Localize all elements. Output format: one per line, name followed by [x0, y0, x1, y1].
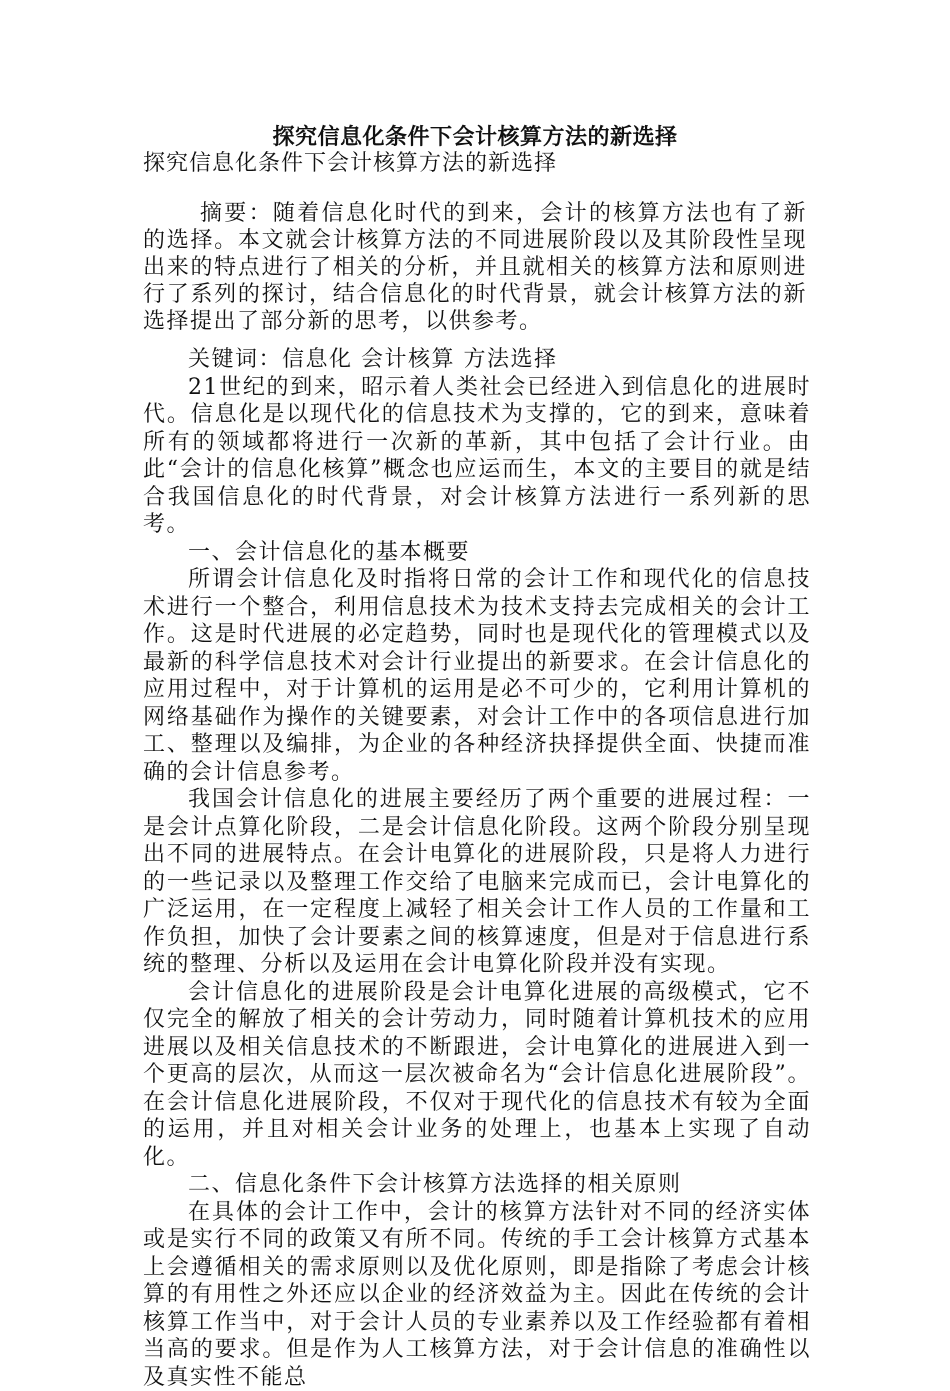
paragraph-principles: 在具体的会计工作中，会计的核算方法针对不同的经济实体或是实行不同的政策又有所不同。传统的手工会计核算方式基本上会遵循相关的需求原则以及优化原则，即是指除了考虑会计核算的有用性之外还应以企业的经济效益为主。因此在传统的会计核算工作当中，对于会计人员的专业素养以及工作经验都有着相当高的要求。但是作为人工核算方法，对于会计信息的准确性以及真实性不能总: [143, 1199, 811, 1391]
abstract-paragraph: 摘要：随着信息化时代的到来，会计的核算方法也有了新的选择。本文就会计核算方法的不同进展阶段以及其阶段性呈现出来的特点进行了相关的分析，并且就相关的核算方法和原则进行了系列的探讨，结合信息化的时代背景，就会计核算方法的新选择提出了部分新的思考，以供参考。: [143, 200, 807, 335]
document-title: 探究信息化条件下会计核算方法的新选择: [0, 123, 950, 153]
keywords-line: 关键词：信息化 会计核算 方法选择: [143, 346, 811, 374]
body-text: [143, 346, 811, 1391]
paragraph-definition: 所谓会计信息化及时指将日常的会计工作和现代化的信息技术进行一个整合，利用信息技术为技术支持去完成相关的会计工作。这是时代进展的必定趋势，同时也是现代化的管理模式以及最新的科学信息技术对会计行业提出的新要求。在会计信息化的应用过程中，对于计算机的运用是必不可少的，它利用计算机的网络基础作为操作的关键要素，对会计工作中的各项信息进行加工、整理以及编排，为企业的各种经济抉择提供全面、快捷而准确的会计信息参考。: [143, 566, 811, 786]
document-subtitle: 探究信息化条件下会计核算方法的新选择: [143, 150, 557, 178]
paragraph-informatization-stage: 会计信息化的进展阶段是会计电算化进展的高级模式，它不仅完全的解放了相关的会计劳动力，同时随着计算机技术的应用进展以及相关信息技术的不断跟进，会计电算化的进展进入到一个更高的层次，从而这一层次被命名为“会计信息化进展阶段”。在会计信息化进展阶段，不仅对于现代化的信息技术有较为全面的运用，并且对相关会计业务的处理上，也基本上实现了自动化。: [143, 979, 811, 1172]
paragraph-intro: 21世纪的到来，昭示着人类社会已经进入到信息化的进展时代。信息化是以现代化的信息技术为支撑的，它的到来，意味着所有的领域都将进行一次新的革新，其中包括了会计行业。由此“会计的信息化核算”概念也应运而生，本文的主要目的就是结合我国信息化的时代背景，对会计核算方法进行一系列新的思考。: [143, 374, 811, 539]
section-heading-1: 一、会计信息化的基本概要: [143, 539, 811, 567]
paragraph-stages: 我国会计信息化的进展主要经历了两个重要的进展过程：一是会计点算化阶段，二是会计信息化阶段。这两个阶段分别呈现出不同的进展特点。在会计电算化的进展阶段，只是将人力进行的一些记录以及整理工作交给了电脑来完成而已，会计电算化的广泛运用，在一定程度上减轻了相关会计工作人员的工作量和工作负担，加快了会计要素之间的核算速度，但是对于信息进行系统的整理、分析以及运用在会计电算化阶段并没有实现。: [143, 786, 811, 979]
section-heading-2: 二、信息化条件下会计核算方法选择的相关原则: [143, 1171, 811, 1199]
